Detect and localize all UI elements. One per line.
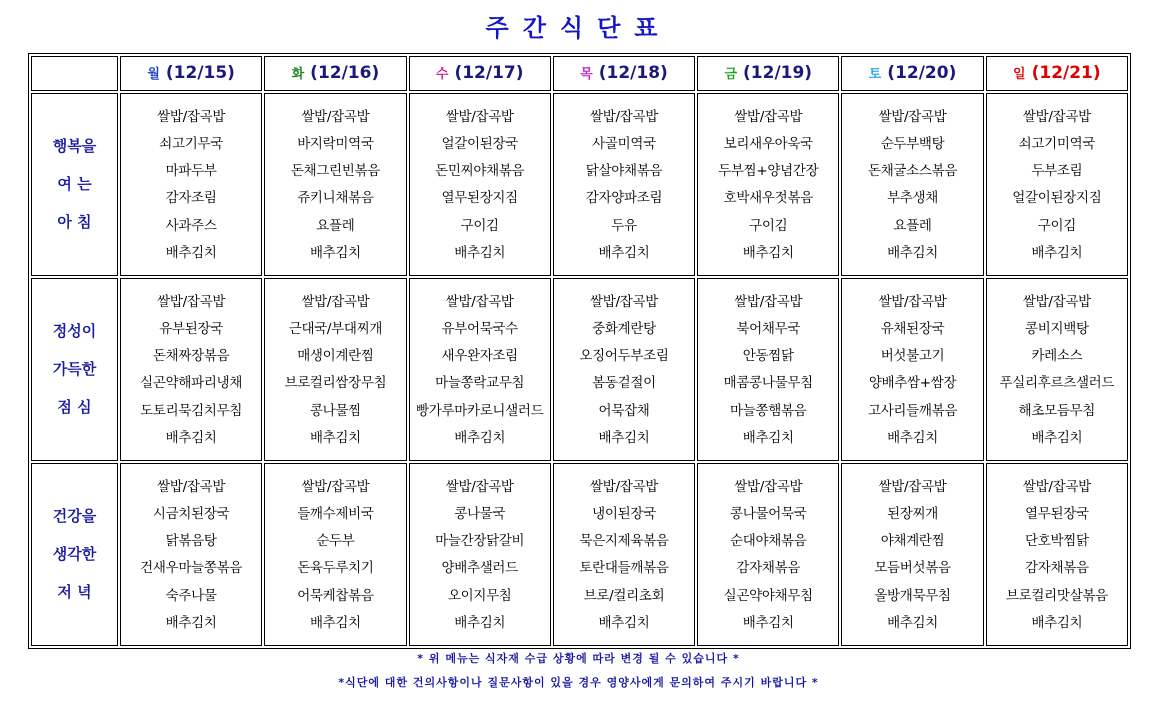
menu-item: 쌀밥/잡곡밥 <box>878 293 947 310</box>
menu-item: 쌀밥/잡곡밥 <box>590 293 658 310</box>
menu-item: 배추김치 <box>742 615 794 632</box>
menu-item: 북어채무국 <box>736 320 801 337</box>
menu-item: 배추김치 <box>598 615 650 632</box>
menu-item: 쌀밥/잡곡밥 <box>590 108 658 125</box>
menu-list <box>554 472 694 638</box>
menu-list <box>121 472 261 638</box>
menu-cell <box>697 463 839 646</box>
menu-item: 감자채볶음 <box>736 560 801 577</box>
tuesday-icon: 화 <box>291 67 305 83</box>
meal-rows <box>31 93 1128 646</box>
menu-item: 쌀밥/잡곡밥 <box>878 108 947 125</box>
meal-label-lunch <box>31 278 118 461</box>
menu-item: 배추김치 <box>887 244 939 261</box>
day-header-mon <box>120 56 262 91</box>
menu-item: 쌀밥/잡곡밥 <box>1022 293 1091 310</box>
day-header-fri <box>697 56 839 91</box>
meal-label-dinner <box>31 463 118 646</box>
menu-item: 쌀밥/잡곡밥 <box>1022 108 1091 125</box>
menu-item: 버섯불고기 <box>880 348 945 365</box>
menu-cell <box>697 93 839 276</box>
menu-cell <box>986 93 1128 276</box>
menu-cell <box>120 278 262 461</box>
menu-item: 새우완자조림 <box>441 348 518 365</box>
menu-item: 구이김 <box>749 217 788 234</box>
menu-cell <box>841 278 983 461</box>
meal-label-line: 정성이 <box>52 322 97 341</box>
menu-list <box>842 472 982 638</box>
menu-item: 순두부백탕 <box>880 135 945 152</box>
monday-icon: 월 <box>147 67 160 83</box>
menu-item: 감자조림 <box>165 190 217 207</box>
menu-item: 돈채짜장볶음 <box>152 348 230 365</box>
menu-item: 열무된장지짐 <box>441 190 518 207</box>
menu-item: 양배추쌈+쌈장 <box>868 375 957 392</box>
menu-item: 브로컬리맛살볶음 <box>1005 587 1108 604</box>
menu-item: 배추김치 <box>454 244 506 261</box>
menu-cell <box>120 463 262 646</box>
menu-item: 중화계란탕 <box>592 320 656 337</box>
menu-item: 쌀밥/잡곡밥 <box>301 293 370 310</box>
menu-list <box>265 287 405 453</box>
menu-item: 토란대들깨볶음 <box>579 560 669 577</box>
menu-item: 시금치된장국 <box>152 505 230 522</box>
menu-cell <box>120 93 262 276</box>
menu-item: 숙주나물 <box>165 587 217 604</box>
menu-item: 배추김치 <box>454 430 506 447</box>
menu-item: 열무된장국 <box>1024 505 1089 522</box>
menu-cell <box>986 278 1128 461</box>
menu-item: 안동찜닭 <box>742 348 794 365</box>
menu-item: 배추김치 <box>309 615 361 632</box>
menu-item: 쌀밥/잡곡밥 <box>445 293 514 310</box>
menu-cell <box>986 463 1128 646</box>
sunday-icon: 일 <box>1013 67 1026 83</box>
menu-item: 야채계란찜 <box>880 533 945 550</box>
menu-item: 배추김치 <box>598 430 650 447</box>
meal-label-line: 가득한 <box>52 360 97 379</box>
menu-item: 쌀밥/잡곡밥 <box>734 108 803 125</box>
menu-item: 쌀밥/잡곡밥 <box>734 478 803 495</box>
day-header-thu <box>553 56 695 91</box>
day-date: (12/16) <box>310 63 380 84</box>
day-header-sat <box>841 56 983 91</box>
menu-item: 얼갈이된장국 <box>441 135 518 152</box>
menu-list <box>987 472 1127 638</box>
meal-label-line: 여 는 <box>57 175 92 194</box>
menu-cell <box>841 463 983 646</box>
menu-item: 매생이계란찜 <box>297 348 374 365</box>
meal-label-line: 생각한 <box>52 545 97 564</box>
menu-list <box>698 287 838 453</box>
page-title: 주간식단표 <box>485 14 672 42</box>
day-date: (12/19) <box>743 63 813 84</box>
menu-item: 쥬키니채볶음 <box>297 190 374 207</box>
friday-icon: 금 <box>724 67 738 83</box>
menu-cell <box>553 278 695 461</box>
menu-item: 배추김치 <box>887 615 939 632</box>
day-date: (12/21) <box>1031 63 1101 84</box>
menu-item: 쌀밥/잡곡밥 <box>301 478 370 495</box>
menu-item: 순대야채볶음 <box>730 533 807 550</box>
menu-cell <box>409 278 551 461</box>
menu-list <box>410 472 550 638</box>
menu-item: 호박새우젓볶음 <box>723 190 813 207</box>
menu-item: 요플레 <box>893 217 932 234</box>
menu-item: 돈채그린빈볶음 <box>290 163 381 180</box>
menu-item: 들깨수제비국 <box>297 505 374 522</box>
menu-list <box>121 287 261 453</box>
meal-row-breakfast <box>31 93 1128 276</box>
menu-item: 배추김치 <box>309 244 361 261</box>
day-header-sun <box>986 56 1128 91</box>
menu-list <box>842 102 982 268</box>
menu-list <box>265 472 405 638</box>
menu-item: 실곤약야채무침 <box>723 587 813 604</box>
menu-item: 오징어두부조림 <box>579 348 669 365</box>
day-date: (12/15) <box>165 63 235 84</box>
menu-item: 모듬버섯볶음 <box>874 560 951 577</box>
menu-item: 유부된장국 <box>159 320 223 337</box>
menu-item: 콩비지백탕 <box>1024 320 1089 337</box>
day-header-tue <box>264 56 406 91</box>
menu-item: 두유 <box>611 217 637 234</box>
menu-item: 고사리들깨볶음 <box>867 402 958 419</box>
menu-list <box>265 102 405 268</box>
meal-label-line: 점 심 <box>57 398 92 417</box>
wednesday-icon: 수 <box>435 67 449 83</box>
notice-contact: *식단에 대한 건의사항이나 질문사항이 있을 경우 영양사에게 문의하여 주시기 바랍니다 * <box>338 676 819 689</box>
menu-item: 냉이된장국 <box>592 505 656 522</box>
menu-list <box>554 102 694 268</box>
menu-item: 구이김 <box>1037 217 1076 234</box>
menu-item: 양배추샐러드 <box>441 560 518 577</box>
menu-item: 묵은지제육볶음 <box>579 533 669 550</box>
menu-list <box>410 287 550 453</box>
menu-item: 배추김치 <box>309 430 361 447</box>
menu-item: 쌀밥/잡곡밥 <box>878 478 947 495</box>
meal-label-line: 행복을 <box>52 137 97 156</box>
notice-change: * 위 메뉴는 식자재 수급 상황에 따라 변경 될 수 있습니다 * <box>417 652 740 665</box>
menu-item: 보리새우아욱국 <box>723 135 813 152</box>
day-date: (12/20) <box>887 63 957 84</box>
menu-item: 닭볶음탕 <box>165 533 217 550</box>
menu-item: 빵가루마카로니샐러드 <box>415 402 544 419</box>
menu-item: 사골미역국 <box>592 135 656 152</box>
saturday-icon: 토 <box>868 67 882 83</box>
menu-item: 배추김치 <box>1031 430 1083 447</box>
menu-list <box>410 102 550 268</box>
menu-cell <box>697 278 839 461</box>
menu-item: 배추김치 <box>165 615 217 632</box>
menu-item: 브로/컬리초회 <box>583 587 665 604</box>
menu-item: 마파두부 <box>165 163 217 180</box>
meal-label-breakfast <box>31 93 118 276</box>
menu-item: 쌀밥/잡곡밥 <box>157 293 226 310</box>
menu-item: 유채된장국 <box>880 320 945 337</box>
menu-item: 푸실리후르츠샐러드 <box>999 375 1115 392</box>
menu-cell <box>409 463 551 646</box>
menu-item: 브로컬리쌈장무침 <box>284 375 387 392</box>
menu-item: 쌀밥/잡곡밥 <box>445 108 514 125</box>
menu-cell <box>553 463 695 646</box>
menu-item: 쌀밥/잡곡밥 <box>445 478 514 495</box>
menu-cell <box>264 463 406 646</box>
day-date: (12/17) <box>454 63 524 84</box>
menu-item: 쌀밥/잡곡밥 <box>157 478 226 495</box>
menu-item: 쇠고기무국 <box>159 135 223 152</box>
menu-item: 배추김치 <box>742 430 794 447</box>
menu-item: 실곤약해파리냉채 <box>140 375 243 392</box>
menu-item: 콩나물찜 <box>309 402 361 419</box>
menu-item: 콩나물어묵국 <box>730 505 807 522</box>
menu-item: 도토리묵김치무침 <box>140 402 243 419</box>
menu-cell <box>553 93 695 276</box>
thursday-icon: 목 <box>580 67 593 83</box>
menu-item: 배추김치 <box>1031 615 1083 632</box>
menu-item: 감자양파조림 <box>585 190 663 207</box>
menu-item: 근대국/부대찌개 <box>288 320 383 337</box>
menu-item: 순두부 <box>316 533 355 550</box>
menu-item: 쌀밥/잡곡밥 <box>157 108 226 125</box>
menu-list <box>554 287 694 453</box>
menu-item: 부추생채 <box>887 190 939 207</box>
menu-item: 쇠고기미역국 <box>1018 135 1096 152</box>
menu-item: 구이김 <box>460 217 499 234</box>
menu-item: 단호박찜닭 <box>1024 533 1089 550</box>
menu-item: 카레소스 <box>1031 348 1083 365</box>
menu-item: 어묵케찹볶음 <box>297 587 374 604</box>
menu-cell <box>409 93 551 276</box>
header-row <box>31 56 1128 91</box>
menu-list <box>987 287 1127 453</box>
menu-item: 매콤콩나물무침 <box>723 375 813 392</box>
menu-item: 올방개묵무침 <box>874 587 951 604</box>
menu-item: 배추김치 <box>165 430 217 447</box>
menu-item: 사과주스 <box>165 217 217 234</box>
menu-item: 돈육두루치기 <box>297 560 374 577</box>
menu-item: 닭살야채볶음 <box>585 163 663 180</box>
menu-item: 두부조림 <box>1031 163 1083 180</box>
menu-item: 요플레 <box>316 217 355 234</box>
day-header-wed <box>409 56 551 91</box>
menu-item: 해초모듬무침 <box>1018 402 1096 419</box>
meal-row-lunch <box>31 278 1128 461</box>
corner-cell <box>31 56 118 91</box>
menu-item: 돈민찌야채볶음 <box>435 163 525 180</box>
menu-list <box>698 102 838 268</box>
menu-item: 어묵잡채 <box>598 402 650 419</box>
menu-item: 배추김치 <box>887 430 939 447</box>
menu-item: 배추김치 <box>742 244 794 261</box>
menu-item: 얼갈이된장지짐 <box>1012 190 1102 207</box>
menu-item: 쌀밥/잡곡밥 <box>590 478 658 495</box>
day-date: (12/18) <box>598 63 668 84</box>
meal-label-line: 아 침 <box>57 213 92 232</box>
menu-item: 건새우마늘쫑볶음 <box>140 560 243 577</box>
menu-item: 마늘간장닭갈비 <box>435 533 525 550</box>
menu-item: 돈채굴소스볶음 <box>867 163 958 180</box>
menu-list <box>842 287 982 453</box>
menu-item: 된장찌개 <box>887 505 939 522</box>
menu-item: 배추김치 <box>165 244 217 261</box>
menu-item: 마늘쫑락교무침 <box>435 375 525 392</box>
menu-list <box>698 472 838 638</box>
menu-item: 유부어묵국수 <box>441 320 518 337</box>
menu-list <box>121 102 261 268</box>
menu-item: 콩나물국 <box>454 505 506 522</box>
menu-item: 봄동겉절이 <box>592 375 656 392</box>
menu-item: 오이지무침 <box>447 587 512 604</box>
menu-item: 쌀밥/잡곡밥 <box>301 108 370 125</box>
meal-row-dinner <box>31 463 1128 646</box>
menu-cell <box>264 278 406 461</box>
weekly-menu-table <box>28 53 1131 649</box>
menu-item: 감자채볶음 <box>1024 560 1089 577</box>
meal-label-line: 건강을 <box>52 507 97 526</box>
meal-label-line: 저 녁 <box>57 583 92 602</box>
menu-item: 바지락미역국 <box>297 135 374 152</box>
menu-list <box>987 102 1127 268</box>
menu-item: 배추김치 <box>598 244 650 261</box>
menu-item: 두부찜+양념간장 <box>718 163 819 180</box>
menu-item: 배추김치 <box>1031 244 1083 261</box>
menu-item: 배추김치 <box>454 615 506 632</box>
menu-cell <box>264 93 406 276</box>
menu-item: 쌀밥/잡곡밥 <box>1022 478 1091 495</box>
menu-cell <box>841 93 983 276</box>
menu-item: 마늘쫑햄볶음 <box>730 402 807 419</box>
menu-item: 쌀밥/잡곡밥 <box>734 293 803 310</box>
